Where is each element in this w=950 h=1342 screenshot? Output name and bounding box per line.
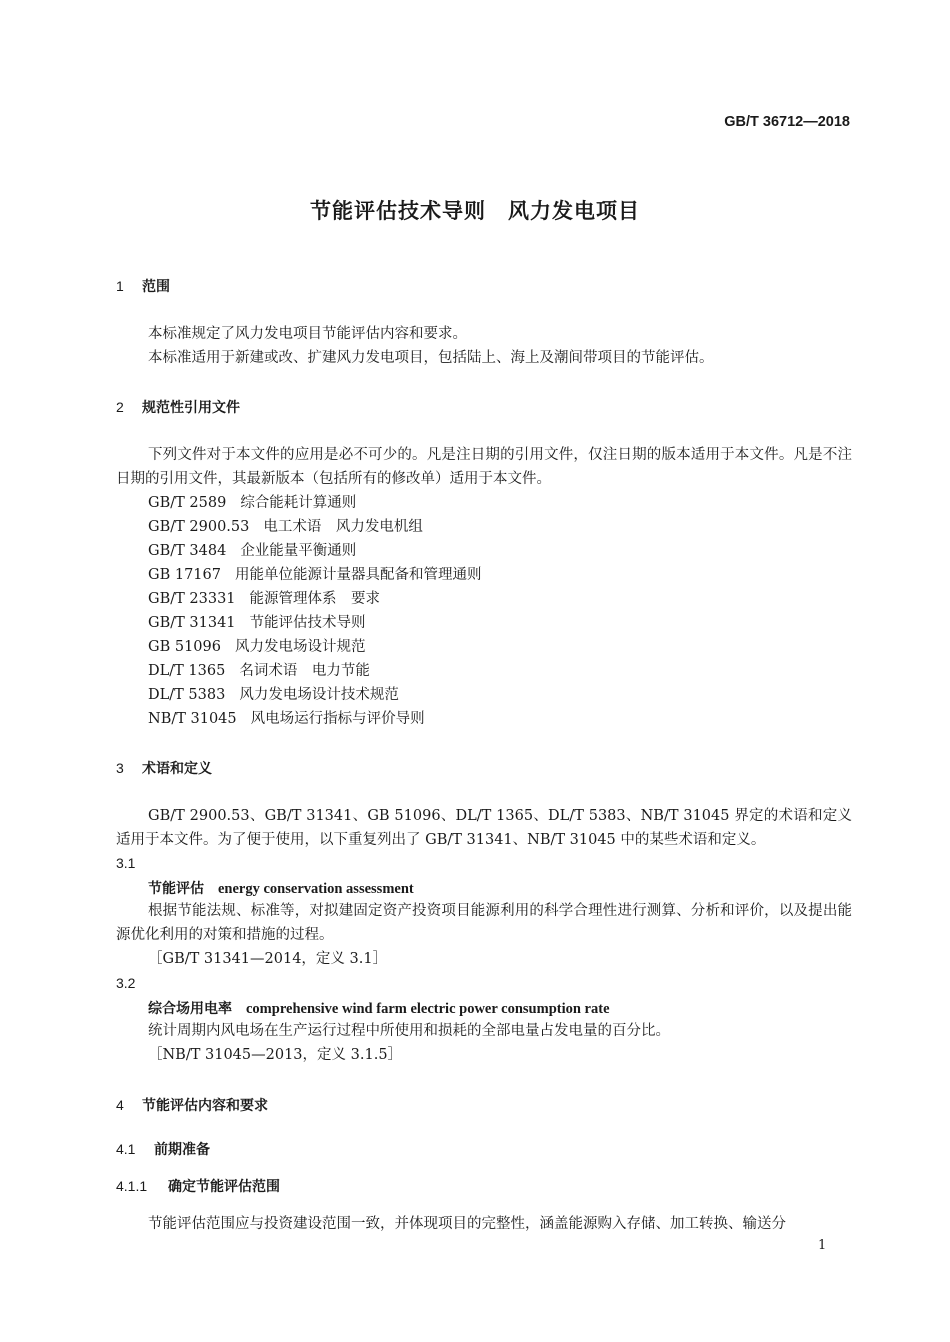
reference-item [148,491,356,512]
term-chinese: 综合场用电率 [148,1001,232,1017]
reference-code: NB/T 31045 [148,711,237,727]
reference-code: GB/T 2589 [148,495,227,511]
reference-title: 名词术语 电力节能 [239,663,370,679]
reference-code: GB/T 3484 [148,543,227,559]
reference-title: 综合能耗计算通则 [240,495,357,511]
subsection-number: 4.1 [116,1141,136,1157]
reference-title: 风力发电场设计技术规范 [239,687,399,703]
term-source: ［NB/T 31045—2013，定义 3.1.5］ [148,1047,403,1063]
reference-code: GB 51096 [148,639,221,655]
section-number: 1 [116,278,124,294]
clause-number: 3.1 [116,855,136,871]
subsubsection-heading [116,1176,280,1196]
subsubsection-title: 确定节能评估范围 [168,1179,280,1195]
standard-number: GB/T 36712—2018 [724,114,850,130]
reference-title: 企业能量平衡通则 [240,543,357,559]
section-title: 节能评估内容和要求 [142,1098,268,1114]
reference-item [148,515,423,536]
term-chinese: 节能评估 [148,881,204,897]
section-number: 4 [116,1097,124,1113]
reference-title: 风力发电场设计规范 [234,639,366,655]
section-title: 规范性引用文件 [142,400,240,416]
section-4-paragraph: 节能评估范围应与投资建设范围一致，并体现项目的完整性，涵盖能源购入存储、加工转换、输送分 [148,1216,786,1232]
reference-code: DL/T 1365 [148,663,226,679]
reference-code: GB/T 31341 [148,615,236,631]
reference-code: GB/T 2900.53 [148,519,250,535]
section-title: 术语和定义 [142,761,212,777]
reference-title: 风电场运行指标与评价导则 [250,711,425,727]
reference-code: GB 17167 [148,567,221,583]
subsubsection-number: 4.1.1 [116,1178,148,1194]
term-entry [148,998,610,1018]
clause-number: 3.2 [116,975,136,991]
term-english: energy conservation assessment [218,881,414,897]
reference-title: 电工术语 风力发电机组 [263,519,423,535]
term-definition: 统计周期内风电场在生产运行过程中所使用和损耗的全部电量占发电量的百分比。 [148,1023,670,1039]
section-4-heading [116,1095,268,1115]
reference-code: GB/T 23331 [148,591,236,607]
reference-title: 节能评估技术导则 [249,615,366,631]
section-3-heading [116,758,212,778]
reference-item [148,563,481,584]
section-2-intro: 下列文件对于本文件的应用是必不可少的。凡是注日期的引用文件，仅注日期的版本适用于本文件。凡是不注日期的引用文件，其最新版本（包括所有的修改单）适用于本文件。 [116,447,852,487]
section-2-heading [116,397,240,417]
subsection-heading [116,1139,210,1159]
reference-item [148,683,399,704]
reference-code: DL/T 5383 [148,687,226,703]
reference-item [148,587,380,608]
reference-title: 用能单位能源计量器具配备和管理通则 [234,567,482,583]
reference-item [148,635,365,656]
section-number: 3 [116,760,124,776]
reference-item [148,539,356,560]
page-title: 节能评估技术导则 风力发电项目 [310,199,640,223]
term-source: ［GB/T 31341—2014，定义 3.1］ [148,951,388,967]
section-number: 2 [116,399,124,415]
section-1-paragraph: 本标准规定了风力发电项目节能评估内容和要求。 [148,326,467,342]
section-3-intro: GB/T 2900.53、GB/T 31341、GB 51096、DL/T 1365、DL/T 5383、NB/T 31045 界定的术语和定义适用于本文件。为了便于使用，以下重复列出了 GB/T 31341、NB/T 31045 中的某些术语和定义。 [116,808,852,848]
section-1-heading [116,276,170,296]
subsection-title: 前期准备 [154,1142,210,1158]
section-1-paragraph: 本标准适用于新建或改、扩建风力发电项目，包括陆上、海上及潮间带项目的节能评估。 [148,350,714,366]
reference-item [148,707,425,728]
term-definition: 根据节能法规、标准等，对拟建固定资产投资项目能源利用的科学合理性进行测算、分析和评价，以及提出能源优化利用的对策和措施的过程。 [116,903,852,943]
reference-item [148,611,366,632]
reference-item [148,659,370,680]
reference-title: 能源管理体系 要求 [249,591,381,607]
term-english: comprehensive wind farm electric power consumption rate [246,1001,610,1017]
section-title: 范围 [142,279,170,295]
term-entry [148,878,414,898]
page-number: 1 [818,1238,827,1253]
